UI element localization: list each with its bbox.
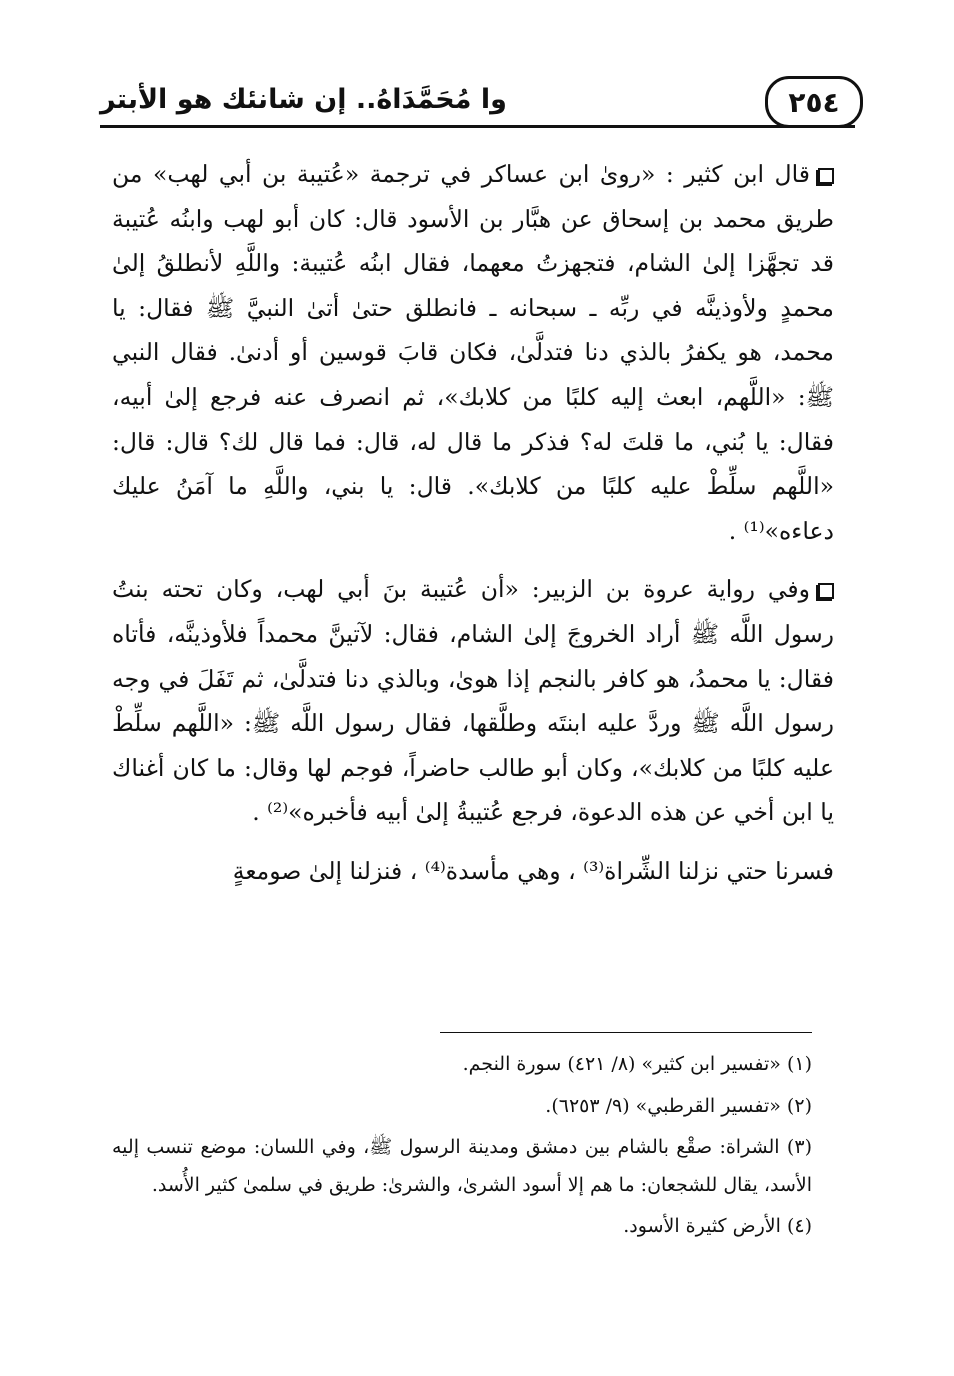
footnote-separator <box>440 1032 812 1033</box>
header-rule <box>100 125 855 128</box>
page-number: ٢٥٤ <box>788 85 840 119</box>
page-number-badge <box>765 76 863 128</box>
footnote: (٤) الأرض كثيرة الأسود. <box>623 1215 812 1237</box>
paragraph-text: وفي رواية عروة بن الزبير: «أن عُتيبة بنَ أبي لهب، وكان تحته بنتُ رسول اللَّه ﷺ أراد الخروجَ إلىٰ الشام، فقال: لآتينَّ محمداً فلأوذينَّه، فأتاه فقال: يا محمدُ، هو كافر بالنجم إذا هوىٰ، وبالذي دنا فتدلَّىٰ، ثم تَفَلَ في وجه رسول اللَّه ﷺ وردَّ عليه ابنتَه وطلَّقها، فقال رسول اللَّه ﷺ: «اللَّهم سلِّطْ عليه كلبًا من كلابك»، وكان أبو طالب حاضراً، فوجم لها وقال: ما كان أغناك يا ابن أخي عن هذه الدعوة، فرجع عُتيبةُ إلىٰ أبيه فأخبره»⁽²⁾ . <box>112 575 834 827</box>
paragraph-marker-icon <box>818 168 834 184</box>
footnote: (١) «تفسير ابن كثير» (٨/ ٤٢١) سورة النجم. <box>462 1053 812 1075</box>
footnote: (٢) «تفسير القرطبي» (٩/ ٦٢٥٣). <box>545 1094 812 1117</box>
paragraph <box>112 849 834 894</box>
paragraph-marker-icon <box>818 583 834 599</box>
footnotes <box>112 1046 812 1246</box>
running-title: وا مُحَمَّدَاهُ.. إن شانئك هو الأبتر <box>100 84 507 115</box>
page-header <box>100 70 855 132</box>
paragraph-text: قال ابن كثير : «روىٰ ابن عساكر في ترجمة «عُتيبة بن أبي لهب» من طريق محمد بن إسحاق عن هبَّار بن الأسود قال: كان أبو لهب وابنُه عُتيبة قد تجهَّزا إلىٰ الشام، فتجهزتُ معهما، فقال ابنُه عُتيبة: واللَّهِ لأنطلقُ إلىٰ محمدٍ ولأوذينَّه في ربِّه ـ سبحانه ـ فانطلق حتىٰ أتىٰ النبيَّ ﷺ فقال: يا محمد، هو يكفرُ بالذي دنا فتدلَّىٰ، فكان قابَ قوسين أو أدنىٰ. فقال النبي ﷺ: «اللَّهم، ابعث إليه كلبًا من كلابك»، ثم انصرف عنه فرجع إلىٰ أبيه، فقال: يا بُني، ما قلتَ له؟ فذكر ما قال له، قال: فما قال لك؟ قال: قال: «اللَّهم سلِّطْ عليه كلبًا من كلابك». قال: يا بني، واللَّهِ ما آمَنُ عليك دعاءه»⁽¹⁾ . <box>112 160 834 545</box>
paragraph <box>112 567 834 835</box>
footnote: (٣) الشراة: صقْع بالشام بين دمشق ومدينة الرسول ﷺ، وفي اللسان: موضع تنسب إليه الأسد، يقال للشجعان: ما هم إلا أسود الشرىٰ، والشرىٰ: طريق في سلمىٰ كثير الأُسد. <box>112 1136 812 1196</box>
main-text <box>112 152 834 894</box>
paragraph-text: فسرنا حتي نزلنا الشِّراة⁽³⁾ ، وهي مأسدة⁽⁴⁾ ، فنزلنا إلىٰ صومعةٍ <box>232 856 834 885</box>
paragraph <box>112 152 834 553</box>
